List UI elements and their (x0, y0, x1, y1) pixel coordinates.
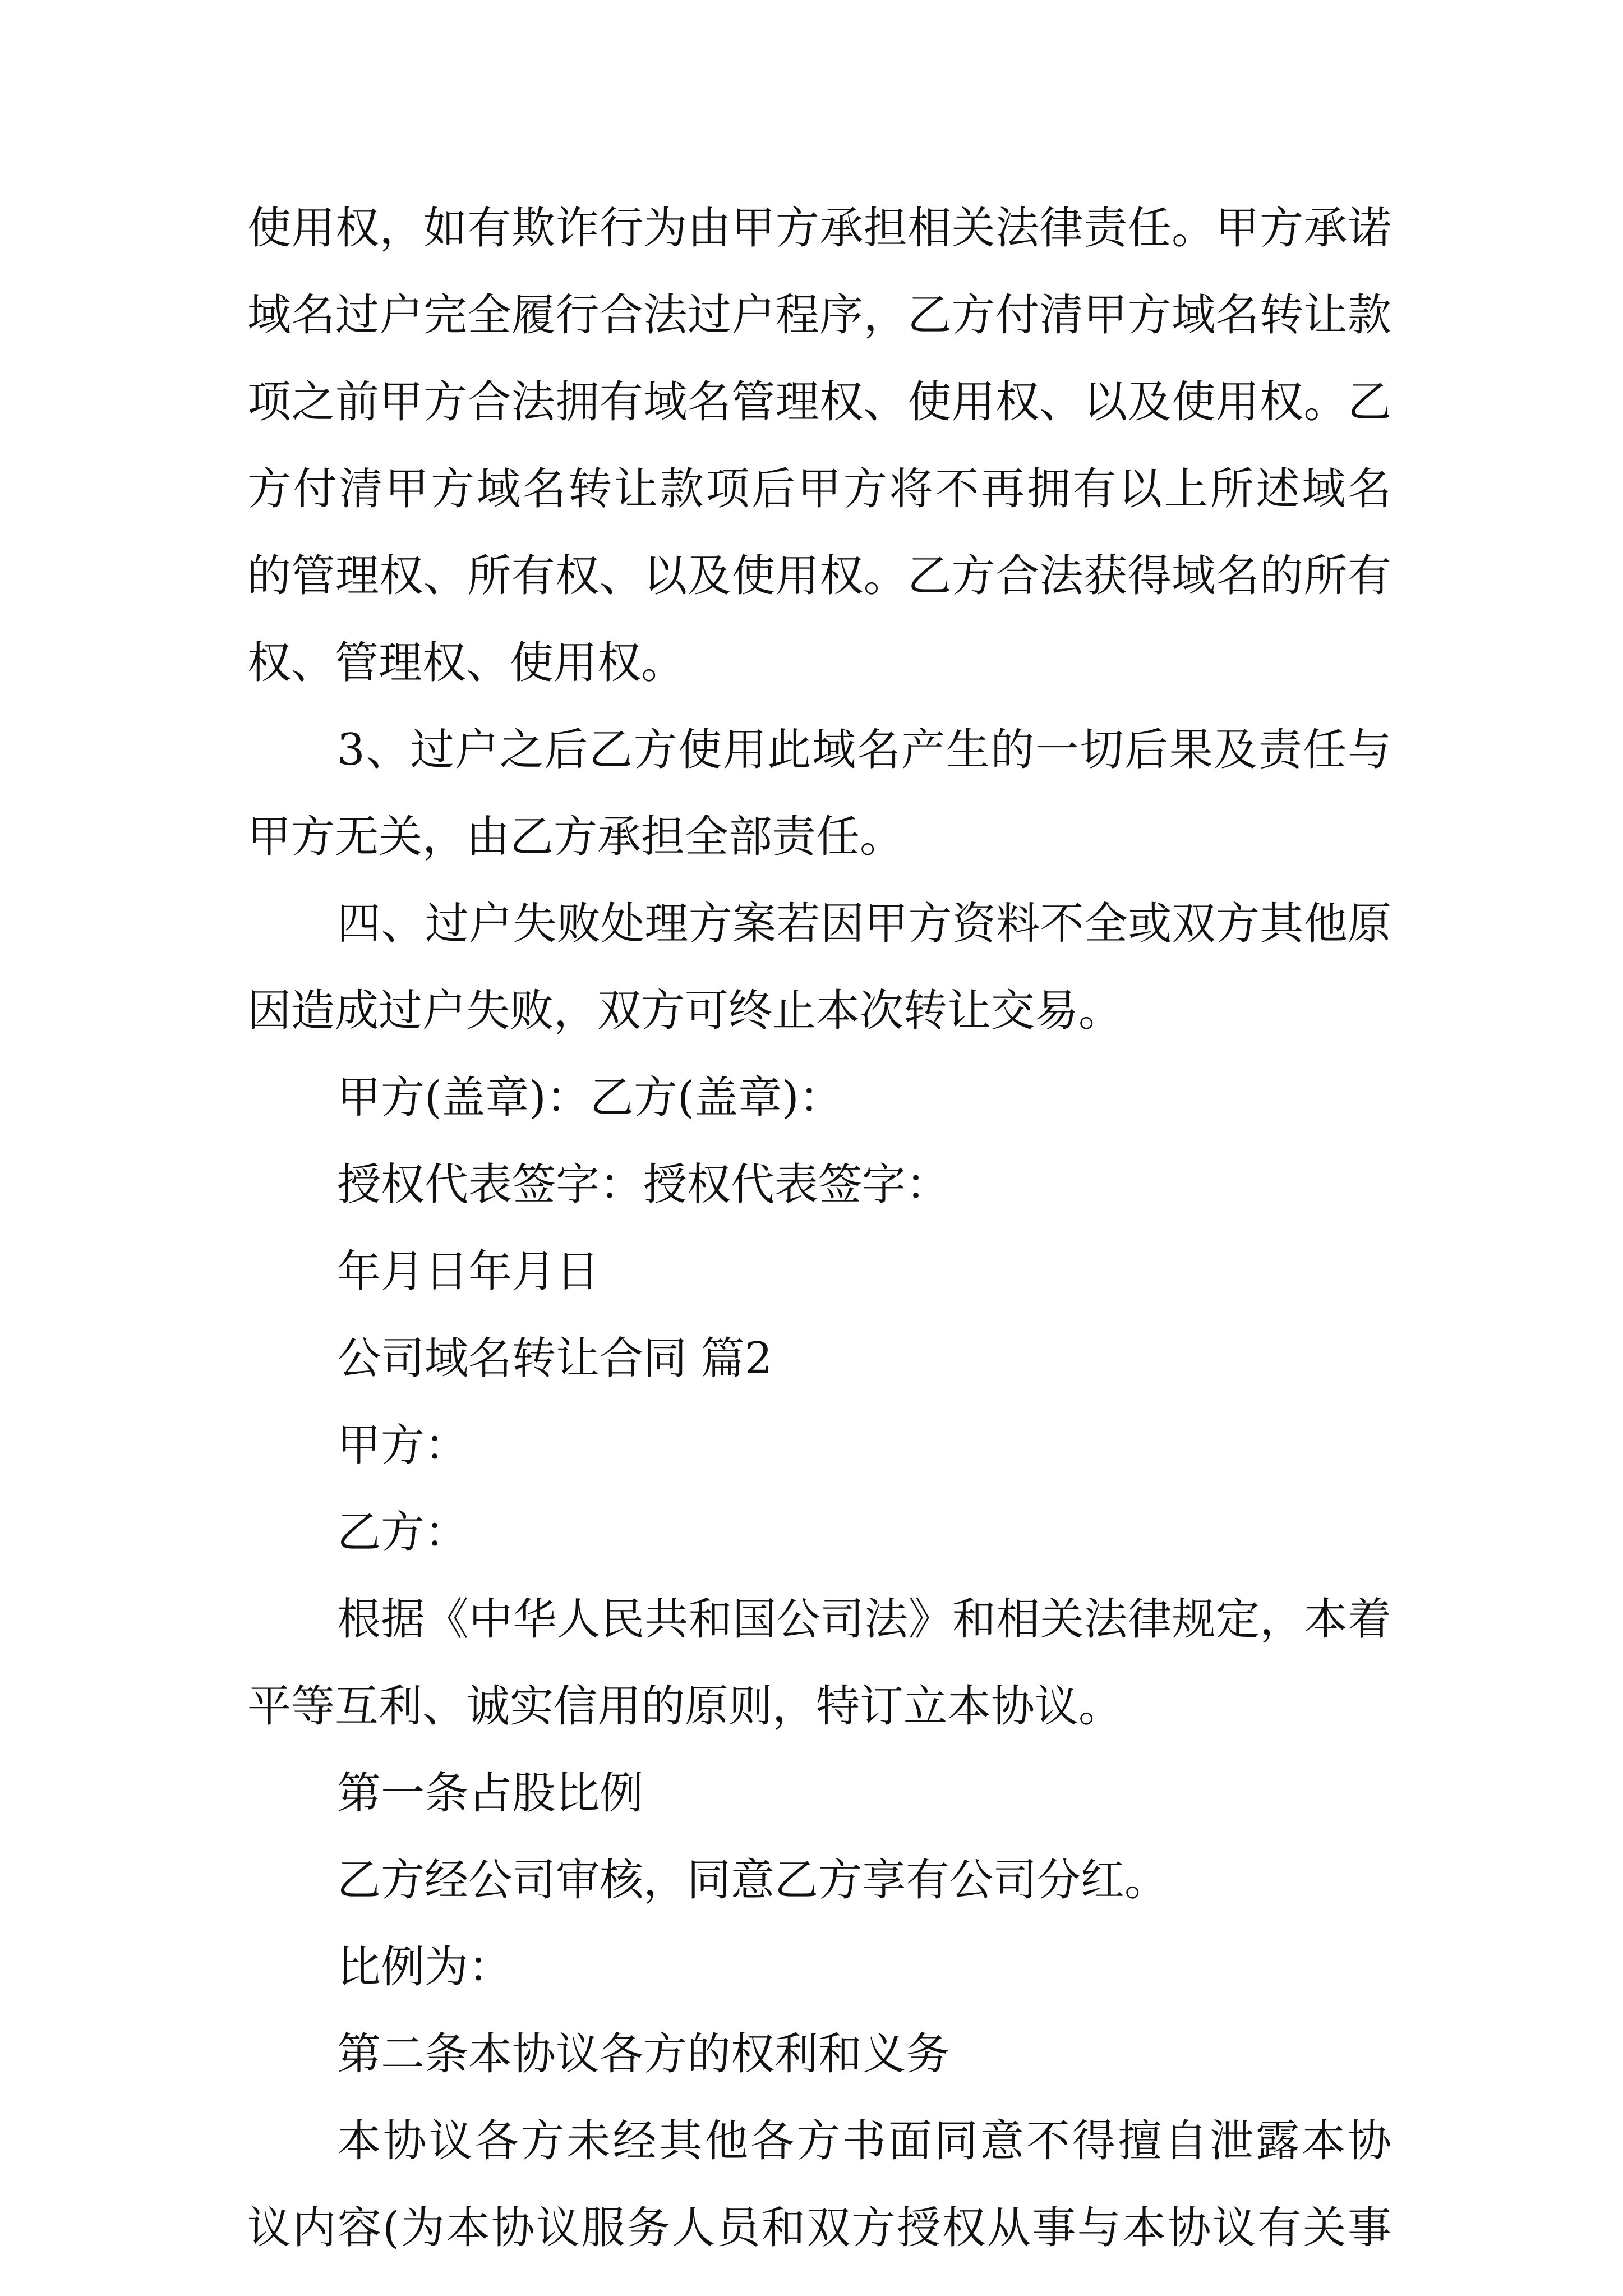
date-line: 年月日年月日 (337, 1246, 600, 1297)
article-heading: 第一条占股比例 (337, 1768, 644, 1819)
party-b-line: 乙方： (337, 1507, 469, 1558)
text-line: 域名过户完全履行合法过户程序，乙方付清甲方域名转让款 (247, 290, 1391, 341)
text-line: 议内容(为本协议服务人员和双方授权从事与本协议有关事 (247, 2203, 1391, 2253)
article-heading: 第二条本协议各方的权利和义务 (337, 2029, 950, 2079)
text-line: 甲方无关，由乙方承担全部责任。 (247, 812, 904, 862)
section-title: 公司域名转让合同 篇2 (337, 1333, 773, 1384)
text-line: 使用权，如有欺诈行为由甲方承担相关法律责任。甲方承诺 (247, 203, 1391, 254)
document-body (247, 185, 1391, 2272)
text-line: 的管理权、所有权、以及使用权。乙方合法获得域名的所有 (247, 551, 1391, 601)
text-line: 权、管理权、使用权。 (247, 638, 685, 688)
text-line: 因造成过户失败，双方可终止本次转让交易。 (247, 986, 1123, 1036)
text-line: 3、过户之后乙方使用此域名产生的一切后果及责任与 (337, 725, 1391, 775)
text-line: 根据《中华人民共和国公司法》和相关法律规定，本着 (337, 1594, 1391, 1645)
text-line: 本协议各方未经其他各方书面同意不得擅自泄露本协 (337, 2116, 1391, 2166)
text-line: 比例为： (337, 1942, 513, 1993)
signature-line: 甲方(盖章)：乙方(盖章)： (337, 1073, 843, 1123)
party-a-line: 甲方： (337, 1420, 469, 1471)
signature-line: 授权代表签字：授权代表签字： (337, 1159, 950, 1210)
text-line: 四、过户失败处理方案若因甲方资料不全或双方其他原 (337, 899, 1391, 949)
text-line: 项之前甲方合法拥有域名管理权、使用权、以及使用权。乙 (247, 377, 1391, 427)
text-line: 平等互利、诚实信用的原则，特订立本协议。 (247, 1681, 1123, 1732)
text-line: 方付清甲方域名转让款项后甲方将不再拥有以上所述域名 (247, 464, 1391, 514)
text-line: 乙方经公司审核，同意乙方享有公司分红。 (337, 1855, 1169, 1906)
